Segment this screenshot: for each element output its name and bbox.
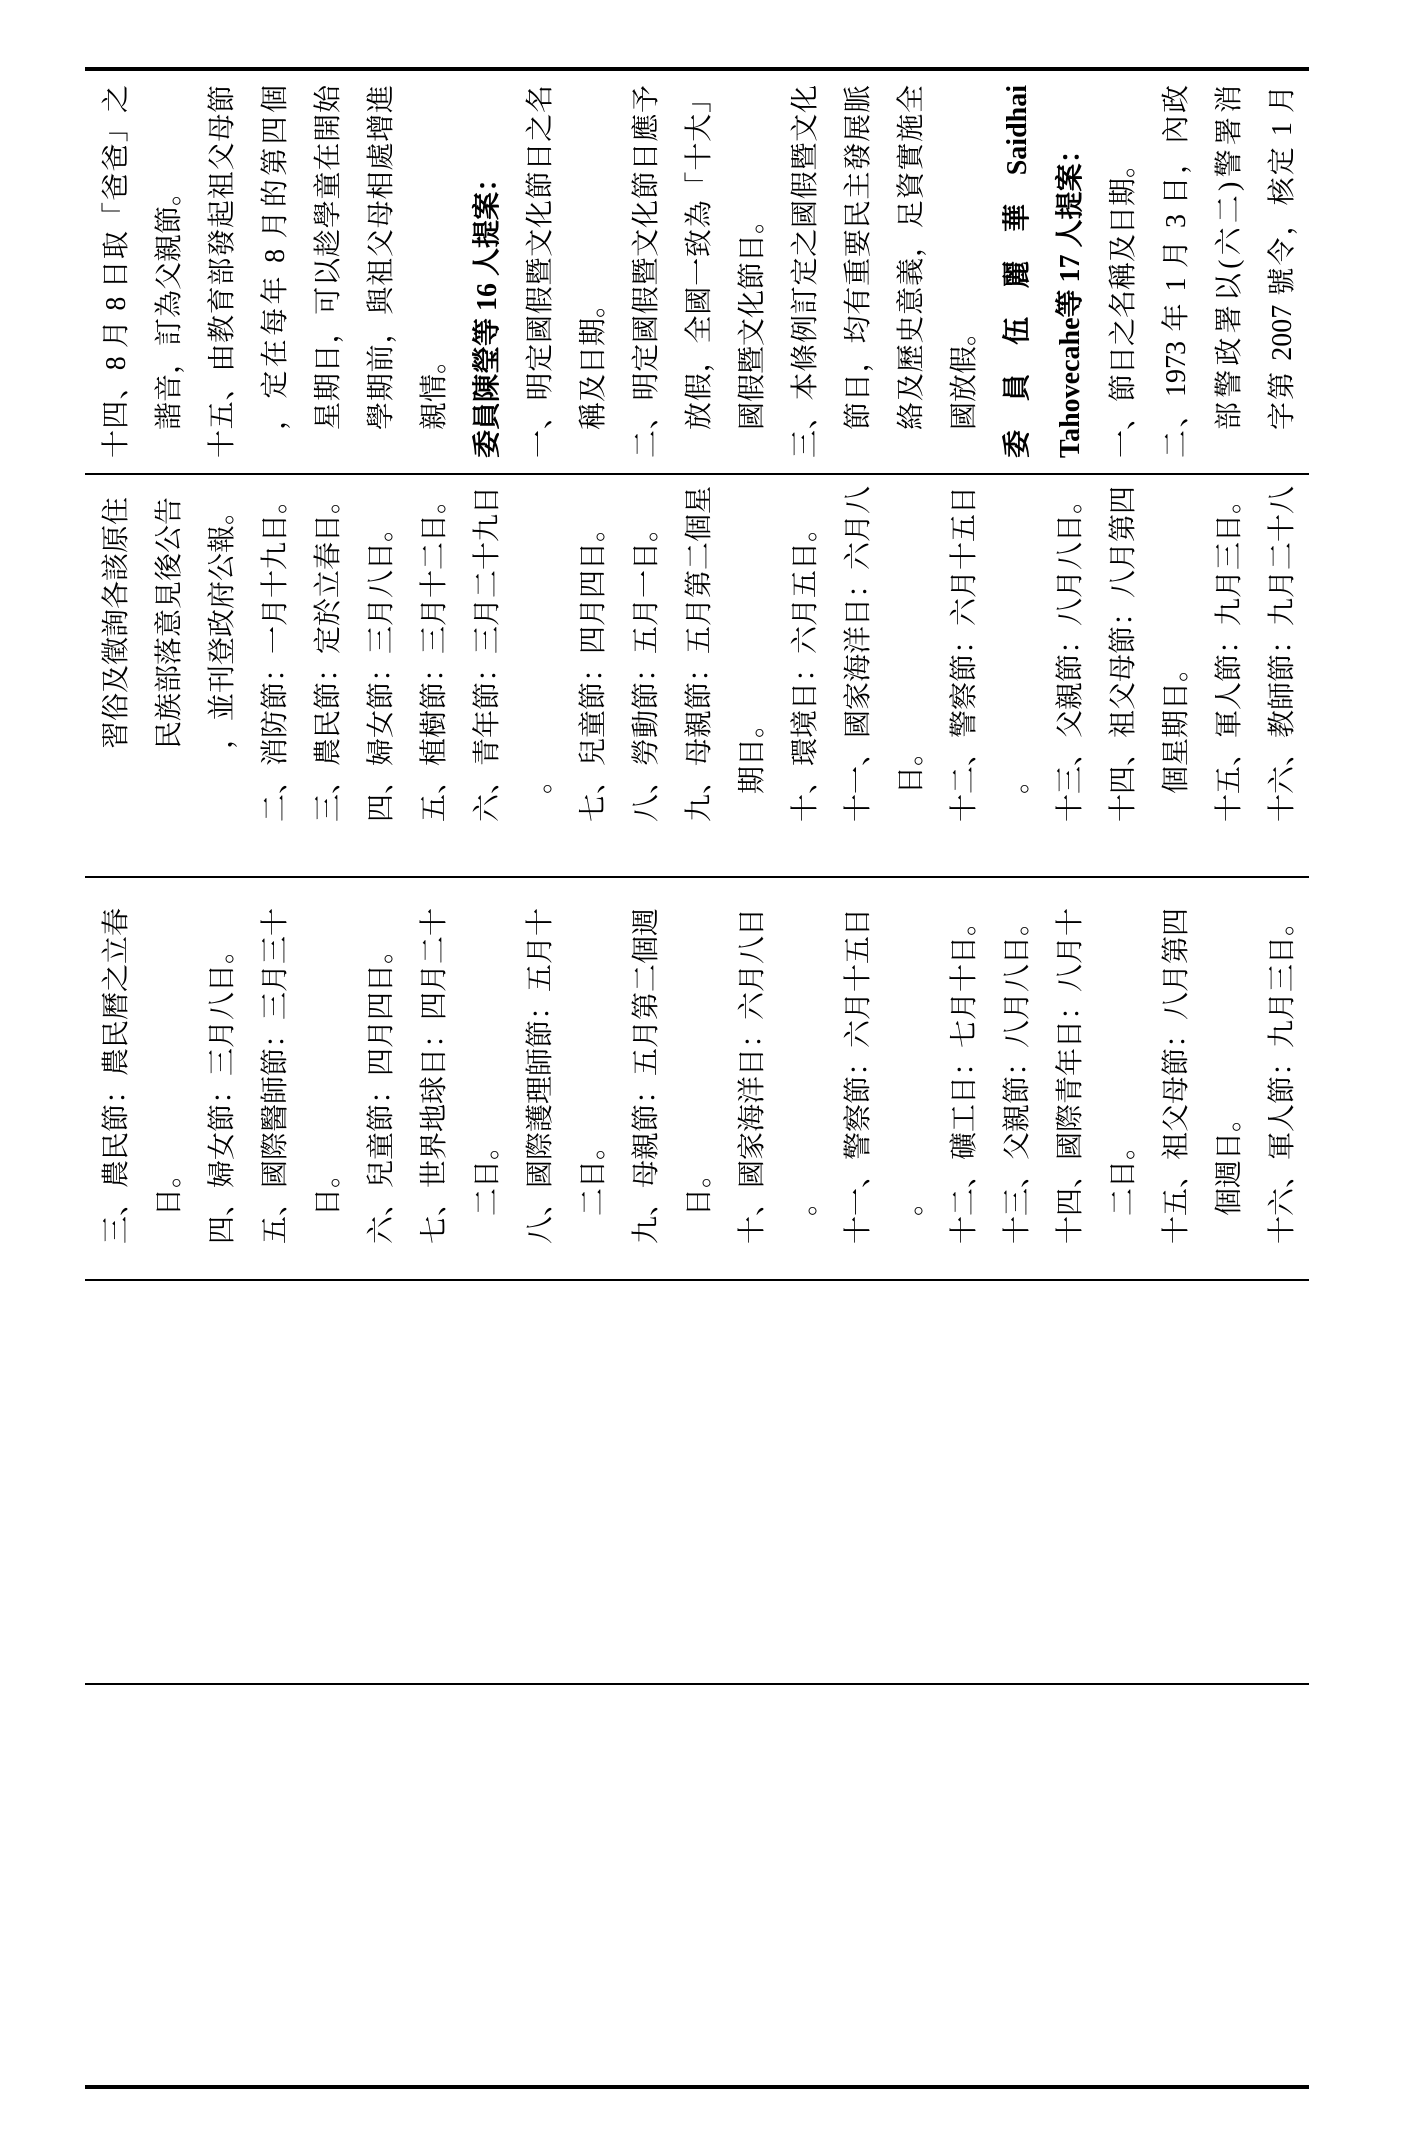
text-line: 九、母親節：五月第二個星 <box>684 485 715 822</box>
text-line: 五、植樹節：三月十二日。 <box>419 485 450 822</box>
text-line: 十五、由教育部發起祖父母節 <box>207 85 238 458</box>
text-line: 五、國際醫師節：三月三十 <box>260 907 291 1244</box>
proposal-heading: 委員陳瑩等 16 人提案： <box>472 163 503 458</box>
text-line: 日。 <box>154 1159 185 1216</box>
text-line: 日。 <box>313 1159 344 1216</box>
text-line: 十二、礦工日：七月十日。 <box>949 907 980 1244</box>
text-line: 七、世界地球日：四月二十 <box>419 907 450 1244</box>
text-line: 學期前，與祖父母相處增進 <box>366 85 397 430</box>
table-cell-empty <box>90 1280 1309 1684</box>
text-line: 個週日。 <box>1214 1103 1245 1216</box>
text-line: 二日。 <box>578 1131 609 1216</box>
table-cell <box>90 473 1309 877</box>
text-line: 六、兒童節：四月四日。 <box>366 935 397 1244</box>
text-line: 三、本條例訂定之國假暨文化 <box>790 85 821 458</box>
text-line: 星期日，可以趁學童在開始 <box>313 85 344 430</box>
text-line: 二日。 <box>1108 1131 1139 1216</box>
text-line: 六、青年節：三月二十九日 <box>472 485 503 822</box>
text-line: 日。 <box>896 737 927 794</box>
text-line: 。 <box>1002 765 1033 794</box>
text-line: 國放假。 <box>949 317 980 430</box>
text-line: 習俗及徵詢各該原住 <box>101 496 132 749</box>
table-cell <box>90 70 1309 474</box>
text-line: 十五、祖父母節：八月第四 <box>1161 907 1192 1244</box>
text-line: 放假，全國一致為「十大」 <box>684 85 715 430</box>
text-line: 十三、父親節：八月八日。 <box>1055 485 1086 822</box>
text-line: 二日。 <box>472 1131 503 1216</box>
table-cell-empty <box>90 1683 1309 2087</box>
text-line: 十四、國際青年日：八月十 <box>1055 907 1086 1244</box>
text-line: 八、國際護理師節：五月十 <box>525 907 556 1244</box>
text-line: 二、1973 年 1 月 3 日，內政 <box>1161 85 1192 458</box>
text-line: 三、農民節：農民曆之立春 <box>101 907 132 1244</box>
text-line: 九、母親節：五月第二個週 <box>631 907 662 1244</box>
text-line: 諧音，訂為父親節。 <box>154 177 185 430</box>
text-line: 親情。 <box>419 345 450 430</box>
text-line: 民族部落意見後公告 <box>154 496 185 749</box>
text-line: 一、明定國假暨文化節日之名 <box>525 85 556 458</box>
text-line: 字第 2007 號令，核定 1 月 <box>1267 85 1298 430</box>
text-line: 二、消防節：一月十九日。 <box>260 485 291 822</box>
text-line: 二、明定國假暨文化節日應予 <box>631 85 662 458</box>
text-line: 十二、警察節：六月十五日 <box>949 485 980 822</box>
text-line: 節日，均有重要民主發展脈 <box>843 85 874 430</box>
text-line: 國假暨文化節日。 <box>737 205 768 430</box>
proposal-heading: 委 員 伍 麗 華 Saidhai <box>1002 85 1033 458</box>
text-line: ，並刊登政府公報。 <box>207 496 238 749</box>
text-line: 七、兒童節：四月四日。 <box>578 513 609 822</box>
text-line: 十、國家海洋日：六月八日 <box>737 907 768 1244</box>
text-line: 十四、8 月 8 日取「爸爸」之 <box>101 85 132 458</box>
text-line: 八、勞動節：五月一日。 <box>631 513 662 822</box>
text-line: 十四、祖父母節：八月第四 <box>1108 485 1139 822</box>
text-line: 絡及歷史意義，足資實施全 <box>896 85 927 430</box>
text-line: 十、環境日：六月五日。 <box>790 513 821 822</box>
text-line: 十五、軍人節：九月三日。 <box>1214 485 1245 822</box>
text-line: 。 <box>525 765 556 794</box>
proposal-heading: Tahovecahe等 17 人提案： <box>1055 135 1086 458</box>
text-line: 個星期日。 <box>1161 653 1192 794</box>
table-cell <box>90 876 1309 1280</box>
text-line: ，定在每年 8 月的第四個 <box>260 85 291 430</box>
text-line: 三、農民節：定於立春日。 <box>313 485 344 822</box>
text-line: 四、婦女節：三月八日。 <box>366 513 397 822</box>
text-line: 十六、軍人節：九月三日。 <box>1267 907 1298 1244</box>
text-line: 十一、國家海洋日：六月八 <box>843 485 874 822</box>
text-line: 日。 <box>684 1159 715 1216</box>
text-line: 十三、父親節：八月八日。 <box>1002 907 1033 1244</box>
text-line: 一、節日之名稱及日期。 <box>1108 149 1139 458</box>
text-line: 稱及日期。 <box>578 289 609 430</box>
text-line: 。 <box>896 1187 927 1216</box>
text-line: 期日。 <box>737 709 768 794</box>
text-line: 部警政署以(六二)警署消 <box>1214 85 1245 430</box>
text-line: 十六、教師節：九月二十八 <box>1267 485 1298 822</box>
text-line: 四、婦女節：三月八日。 <box>207 935 238 1244</box>
text-line: 十一、警察節：六月十五日 <box>843 907 874 1244</box>
text-line: 。 <box>790 1187 821 1216</box>
